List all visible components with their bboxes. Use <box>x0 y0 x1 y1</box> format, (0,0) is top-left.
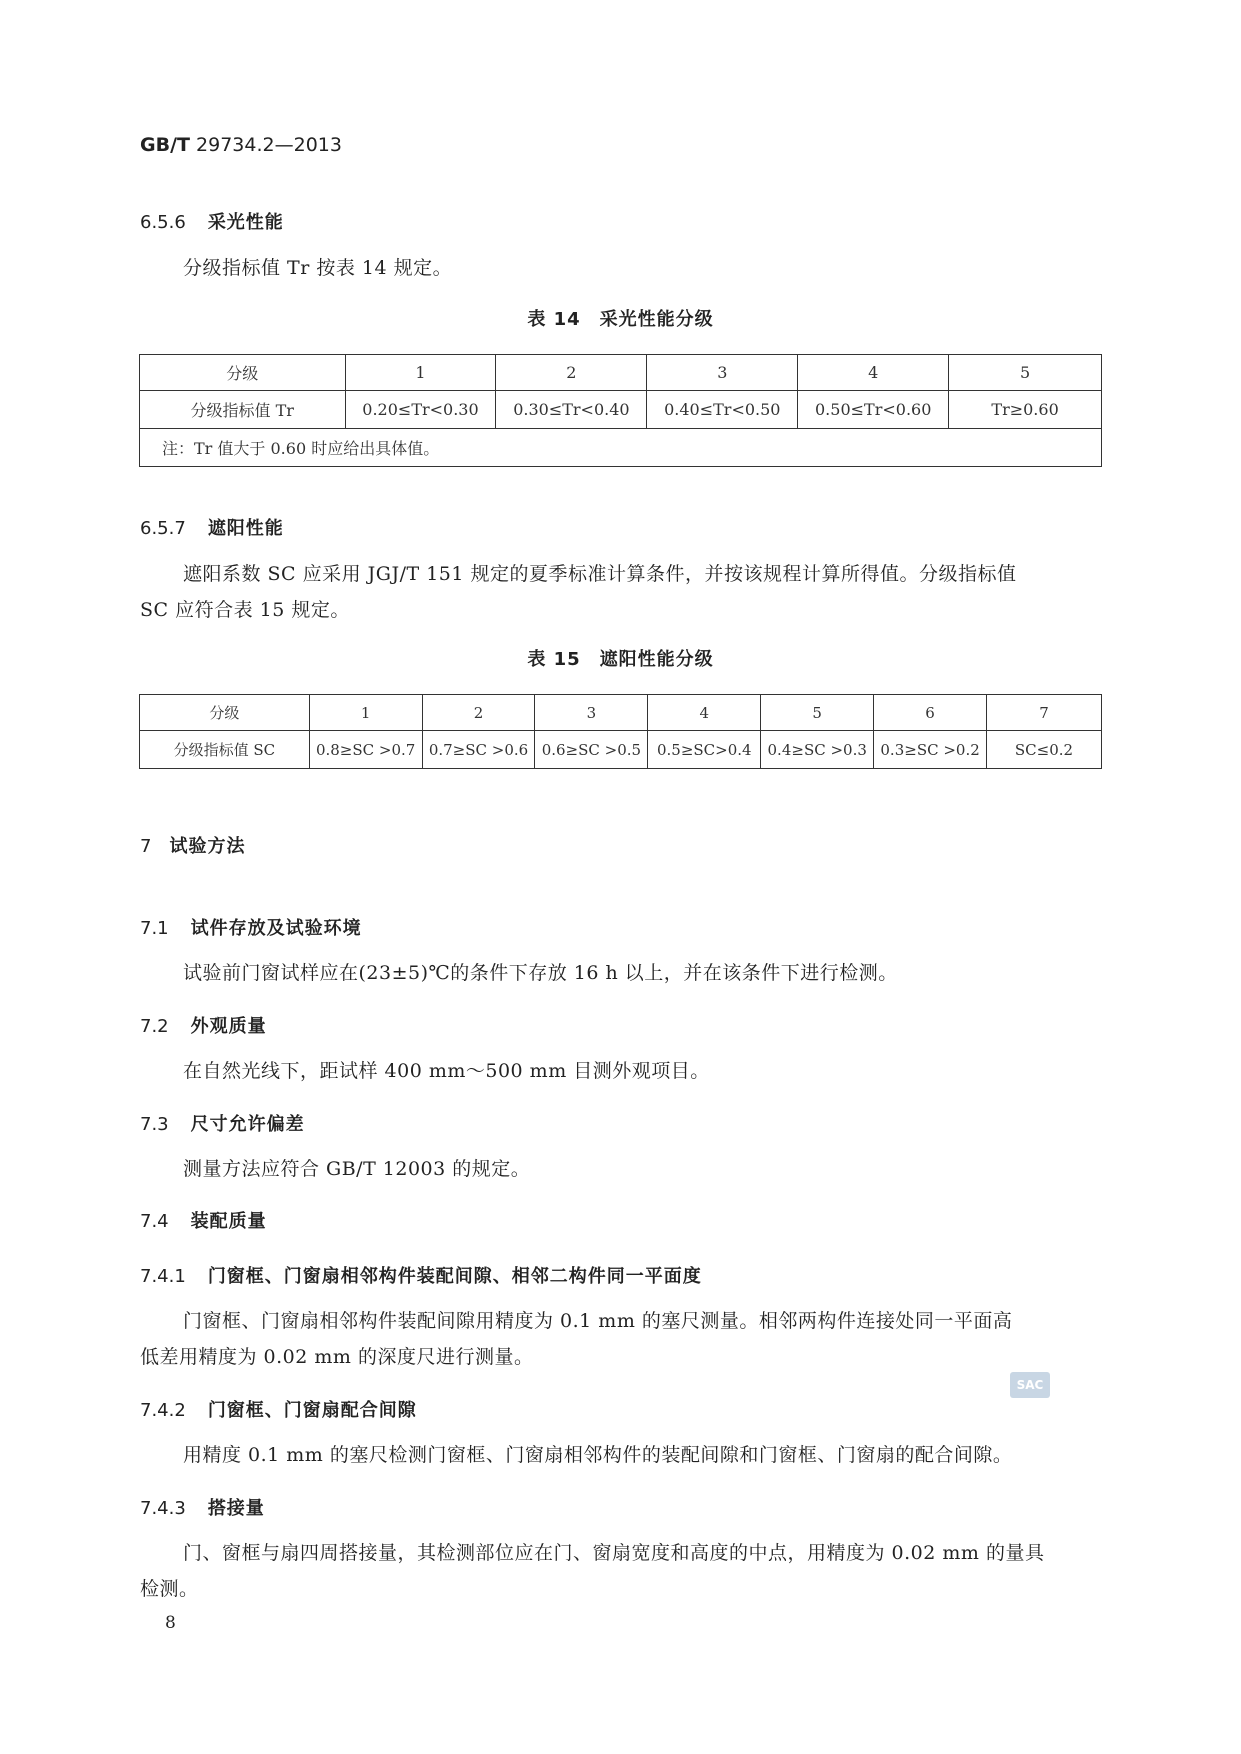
standard-number: 29734.2—2013 <box>196 134 342 156</box>
sac-watermark-logo: SAC <box>1010 1372 1050 1398</box>
section-7-3-heading: 7.3 尺寸允许偏差 <box>140 1114 305 1135</box>
table-cell: 分级 <box>140 695 310 731</box>
section-7-4-3-line2: 检测。 <box>140 1578 199 1600</box>
table-cell: 3 <box>647 355 798 391</box>
table-cell: 5 <box>949 355 1102 391</box>
table-cell: 0.5≥SC>0.4 <box>648 731 761 769</box>
table-cell: 0.4≥SC >0.3 <box>761 731 874 769</box>
table-14-caption: 表 14 采光性能分级 <box>527 309 714 330</box>
table-row <box>140 355 1102 391</box>
section-6-5-7-heading: 6.5.7 遮阳性能 <box>140 518 284 539</box>
table-cell: 4 <box>798 355 949 391</box>
section-7-2-text: 在自然光线下，距试样 400 mm～500 mm 目测外观项目。 <box>183 1060 710 1082</box>
table-row <box>140 391 1102 429</box>
table-cell: 0.3≥SC >0.2 <box>874 731 987 769</box>
section-7-heading: 7 试验方法 <box>140 836 246 857</box>
section-7-4-2-text: 用精度 0.1 mm 的塞尺检测门窗框、门窗扇相邻构件的装配间隙和门窗框、门窗扇的配合间隙。 <box>183 1444 1013 1466</box>
table-15-caption: 表 15 遮阳性能分级 <box>527 649 714 670</box>
section-7-4-2-heading: 7.4.2 门窗框、门窗扇配合间隙 <box>140 1400 417 1421</box>
section-7-4-heading: 7.4 装配质量 <box>140 1211 267 1232</box>
table-cell: 0.8≥SC >0.7 <box>309 731 422 769</box>
section-7-2-heading: 7.2 外观质量 <box>140 1016 267 1037</box>
table-cell: 5 <box>761 695 874 731</box>
table-cell: SC≤0.2 <box>987 731 1102 769</box>
page-number: 8 <box>165 1613 176 1633</box>
table-14 <box>139 354 1102 467</box>
table-cell: 7 <box>987 695 1102 731</box>
table-cell: 分级指标值 Tr <box>140 391 346 429</box>
section-7-4-1-line1: 门窗框、门窗扇相邻构件装配间隙用精度为 0.1 mm 的塞尺测量。相邻两构件连接处同一平面高 <box>183 1310 1013 1332</box>
section-7-4-3-line1: 门、窗框与扇四周搭接量，其检测部位应在门、窗扇宽度和高度的中点，用精度为 0.02 mm 的量具 <box>183 1542 1045 1564</box>
table-cell: 1 <box>345 355 496 391</box>
table-cell: 4 <box>648 695 761 731</box>
table-cell: 0.30≤Tr<0.40 <box>496 391 647 429</box>
section-6-5-6-heading: 6.5.6 采光性能 <box>140 212 284 233</box>
section-7-4-3-heading: 7.4.3 搭接量 <box>140 1498 265 1519</box>
section-7-1-text: 试验前门窗试样应在(23±5)℃的条件下存放 16 h 以上，并在该条件下进行检测。 <box>183 962 898 984</box>
section-6-5-7-line2: SC 应符合表 15 规定。 <box>140 599 350 621</box>
table-row <box>140 695 1102 731</box>
table-cell: 0.7≥SC >0.6 <box>422 731 535 769</box>
table-cell: 2 <box>422 695 535 731</box>
table-cell: 6 <box>874 695 987 731</box>
table-cell: 3 <box>535 695 648 731</box>
table-cell: 1 <box>309 695 422 731</box>
table-cell: 0.20≤Tr<0.30 <box>345 391 496 429</box>
standard-prefix: GB/T <box>140 134 190 156</box>
section-6-5-7-line1: 遮阳系数 SC 应采用 JGJ/T 151 规定的夏季标准计算条件，并按该规程计算所得值。分级指标值 <box>183 563 1017 585</box>
table-cell: Tr≥0.60 <box>949 391 1102 429</box>
section-7-4-1-heading: 7.4.1 门窗框、门窗扇相邻构件装配间隙、相邻二构件同一平面度 <box>140 1266 702 1287</box>
section-7-1-heading: 7.1 试件存放及试验环境 <box>140 918 362 939</box>
table-cell: 2 <box>496 355 647 391</box>
section-6-5-6-text: 分级指标值 Tr 按表 14 规定。 <box>183 257 453 279</box>
table-cell: 分级指标值 SC <box>140 731 310 769</box>
table-cell: 0.6≥SC >0.5 <box>535 731 648 769</box>
table-cell: 0.40≤Tr<0.50 <box>647 391 798 429</box>
table-15 <box>139 694 1102 769</box>
table-note: 注：Tr 值大于 0.60 时应给出具体值。 <box>140 429 1102 467</box>
section-7-3-text: 测量方法应符合 GB/T 12003 的规定。 <box>183 1158 531 1180</box>
table-cell: 分级 <box>140 355 346 391</box>
standard-code <box>140 134 342 156</box>
table-cell: 0.50≤Tr<0.60 <box>798 391 949 429</box>
table-row <box>140 731 1102 769</box>
table-row <box>140 429 1102 467</box>
section-7-4-1-line2: 低差用精度为 0.02 mm 的深度尺进行测量。 <box>140 1346 534 1368</box>
